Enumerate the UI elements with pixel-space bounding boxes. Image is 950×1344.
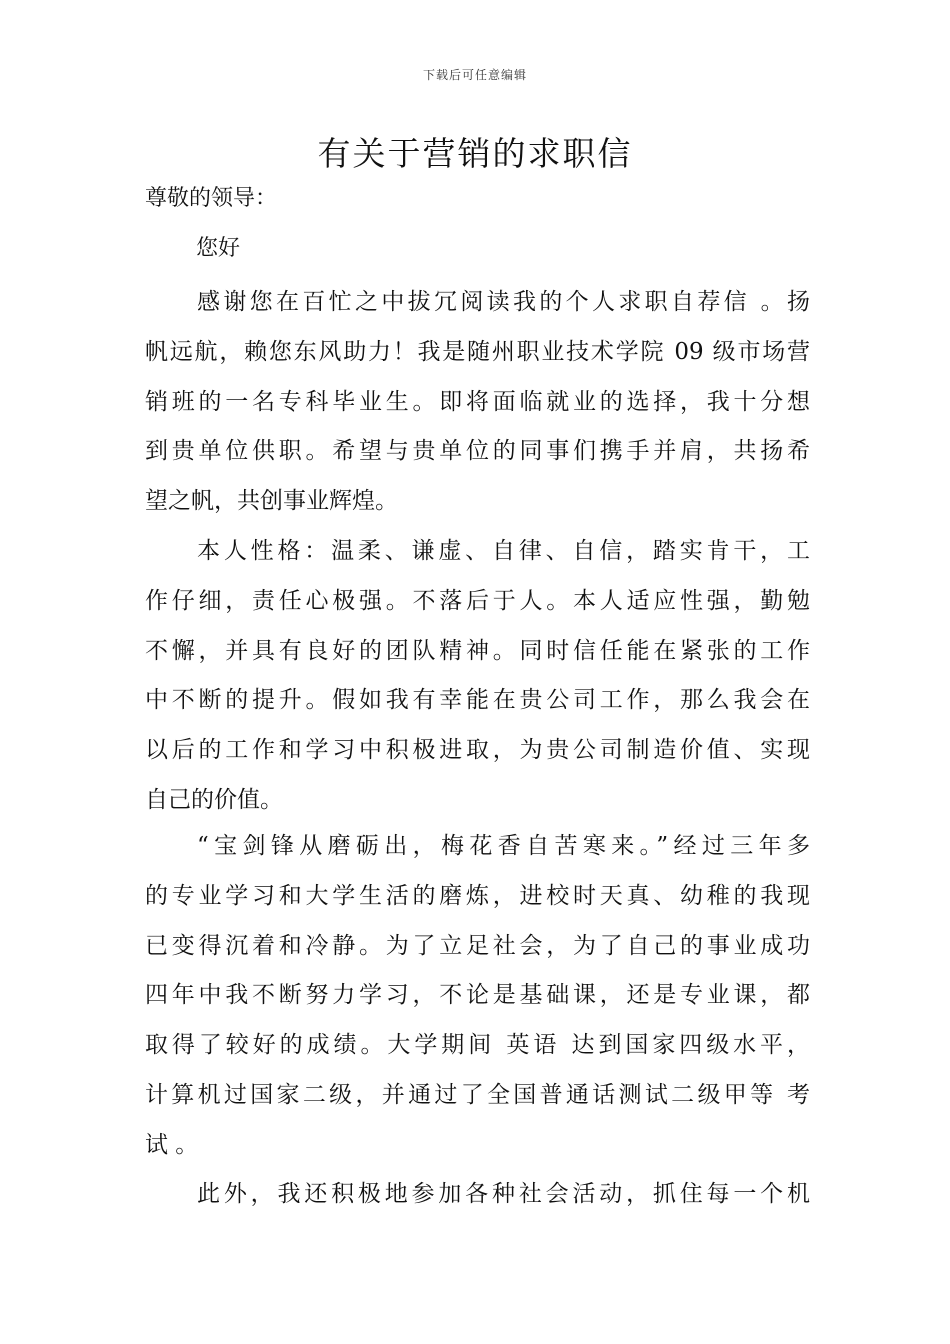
paragraph-line: 本人性格：温柔、谦虚、自律、自信，踏实肯干，工 [197,538,810,564]
paragraph-line: 望之帆，共创事业辉煌。 [145,488,398,515]
paragraph-line: 自己的价值。 [145,786,283,813]
paragraph-line: 到贵单位供职。希望与贵单位的同事们携手并肩，共扬希 [145,438,810,465]
paragraph-study [145,822,810,1171]
paragraph-line: 销班的一名专科毕业生。即将面临就业的选择，我十分想 [145,388,810,415]
paragraph-line: 感谢您在百忙之中拔冗阅读我的个人求职自荐信 。扬 [197,289,810,315]
header-note: 下载后可任意编辑 [422,68,527,82]
paragraph-line: 帆远航，赖您东风助力！我是随州职业技术学院 09 级市场营 [145,338,810,365]
paragraph-line: 取得了较好的成绩。大学期间 英语 达到国家四级水平， [145,1032,810,1059]
paragraph-line: 四年中我不断努力学习，不论是基础课，还是专业课，都 [145,982,810,1009]
paragraph-line: 已变得沉着和冷静。为了立足社会，为了自己的事业成功 [145,932,810,959]
hello-line: 您好 [196,236,241,261]
paragraph-line: 不懈，并具有良好的团队精神。同时信任能在紧张的工作 [145,637,810,664]
paragraph-line: “宝剑锋从磨砺出，梅花香自苦寒来。”经过三年多 [197,833,810,859]
paragraph-line: 的专业学习和大学生活的磨炼，进校时天真、幼稚的我现 [145,882,810,909]
paragraph-line: 中不断的提升。假如我有幸能在贵公司工作，那么我会在 [145,687,810,714]
paragraph-personality [145,527,810,826]
paragraph-line: 以后的工作和学习中积极进取，为贵公司制造价值、实现 [145,737,810,764]
salutation: 尊敬的领导： [145,186,278,211]
paragraph-line: 作仔细，责任心极强。不落后于人。本人适应性强，勤勉 [145,587,810,614]
paragraph-thanks [145,278,810,527]
paragraph-line: 试 。 [145,1131,199,1158]
paragraph-line: 计算机过国家二级，并通过了全国普通话测试二级甲等 考 [145,1081,810,1108]
paragraph-line: 此外，我还积极地参加各种社会活动，抓住每一个机 [197,1181,810,1207]
document-title: 有关于营销的求职信 [317,134,633,173]
paragraph-activities [145,1170,810,1220]
